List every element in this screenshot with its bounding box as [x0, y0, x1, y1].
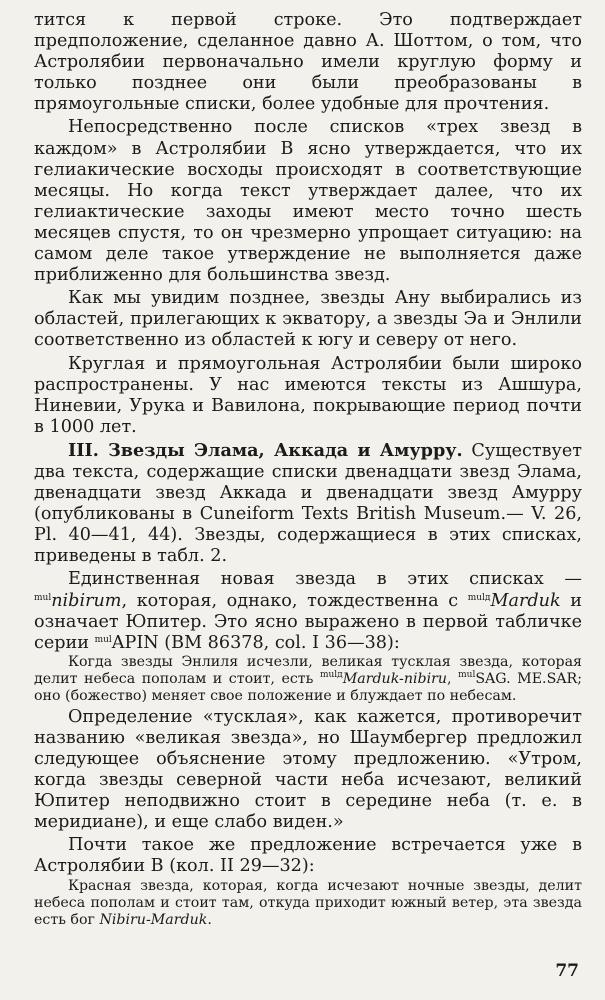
- paragraph-4: Круглая и прямоугольная Астролябии были широко распространены. У нас имеются тексты из Ашшура, Ниневии, Урука и Вавилона, покрывающие период почти в 1000 лет.: [34, 353, 582, 437]
- p6-part-c: , которая, однако, тождественна с: [121, 590, 468, 611]
- p6-part-f: APIN (BM 86378, col. I 36—38):: [111, 632, 400, 653]
- p6-sup-muld: mulд: [467, 592, 491, 603]
- paragraph-2: Непосредственно после списков «трех звезд в каждом» в Астролябии В ясно утверждается, что их гелиакические восходы происходят в соответствующие месяцы. Но когда текст утверждает далее, что их гелиактические заходы имеют место точно шесть месяцев спустя, то он чрезмерно упрощает ситуацию: на самом деле такое утверждение не выполняется даже приближенно для большинства звезд.: [34, 117, 582, 286]
- paragraph-6: [34, 569, 582, 653]
- p6-marduk: Marduk: [490, 590, 561, 611]
- quotation-2: [34, 878, 582, 929]
- q1-sup-mul: mul: [458, 669, 476, 680]
- q1-part-a: Когда звезды Энлиля исчезли, великая тусклая звезда, которая делит небеса пополам и стоит, есть: [34, 653, 582, 687]
- q2-nibiru-marduk: Nibiru-Marduk: [99, 911, 208, 928]
- q2-part-a: Красная звезда, которая, когда исчезают ночные звезды, делит небеса пополам и стоит там, откуда приходит южный ветер, эта звезда есть бог: [34, 877, 582, 928]
- page-number: 77: [555, 961, 579, 981]
- page-text: [34, 10, 582, 929]
- q2-part-c: .: [207, 911, 212, 928]
- p6-nibirum: nibirum: [51, 590, 122, 611]
- paragraph-8: Почти такое же предложение встречается уже в Астролябии В (кол. II 29—32):: [34, 835, 582, 877]
- p6-sup-mul-1: mul: [34, 592, 52, 603]
- paragraph-5-text: Существует два текста, содержащие списки двенадцати звезд Элама, двенадцати звезд Аккада и двенадцати звезд Амурру (опубликованы в Cuneiform Texts British Museum.— V. 26, Pl. 40—41, 44). Звезды, содержащиеся в этих списках, приведены в табл. 2.: [34, 440, 582, 567]
- q1-part-c: ,: [447, 670, 459, 687]
- paragraph-1: тится к первой строке. Это подтверждает предположение, сделанное давно А. Шоттом, о том, что Астролябии первоначально имели круглую форму и только позднее они были преобразованы в прямоугольные списки, более удобные для прочтения.: [34, 10, 582, 115]
- quotation-1: [34, 654, 582, 705]
- section-heading: III. Звезды Элама, Аккада и Амурру.: [68, 439, 463, 461]
- q1-part-d: SAG. ME.SAR; оно (божество) меняет свое положение и блуждает по небесам.: [34, 670, 582, 704]
- paragraph-7: Определение «тусклая», как кажется, противоречит названию «великая звезда», но Шаумбергер предложил следующее объяснение этому предложению. «Утром, когда звезды северной части неба исчезают, великий Юпитер неподвижно стоит в середине неба (т. е. в меридиане), и еще слабо виден.»: [34, 706, 582, 833]
- paragraph-3: Как мы увидим позднее, звезды Ану выбирались из областей, прилегающих к экватору, а звезды Эа и Энлили соответственно из областей к югу и северу от него.: [34, 288, 582, 351]
- q1-sup-muld: mulд: [319, 669, 343, 680]
- p6-part-e: и означает Юпитер. Это ясно выражено в первой табличке серии: [34, 590, 582, 653]
- p6-part-a: Единственная новая звезда в этих списках —: [68, 569, 582, 590]
- p6-sup-mul-2: mul: [94, 634, 112, 645]
- q1-marduk-nibiru: Marduk-nibiru: [342, 670, 448, 687]
- paragraph-5: [34, 440, 582, 568]
